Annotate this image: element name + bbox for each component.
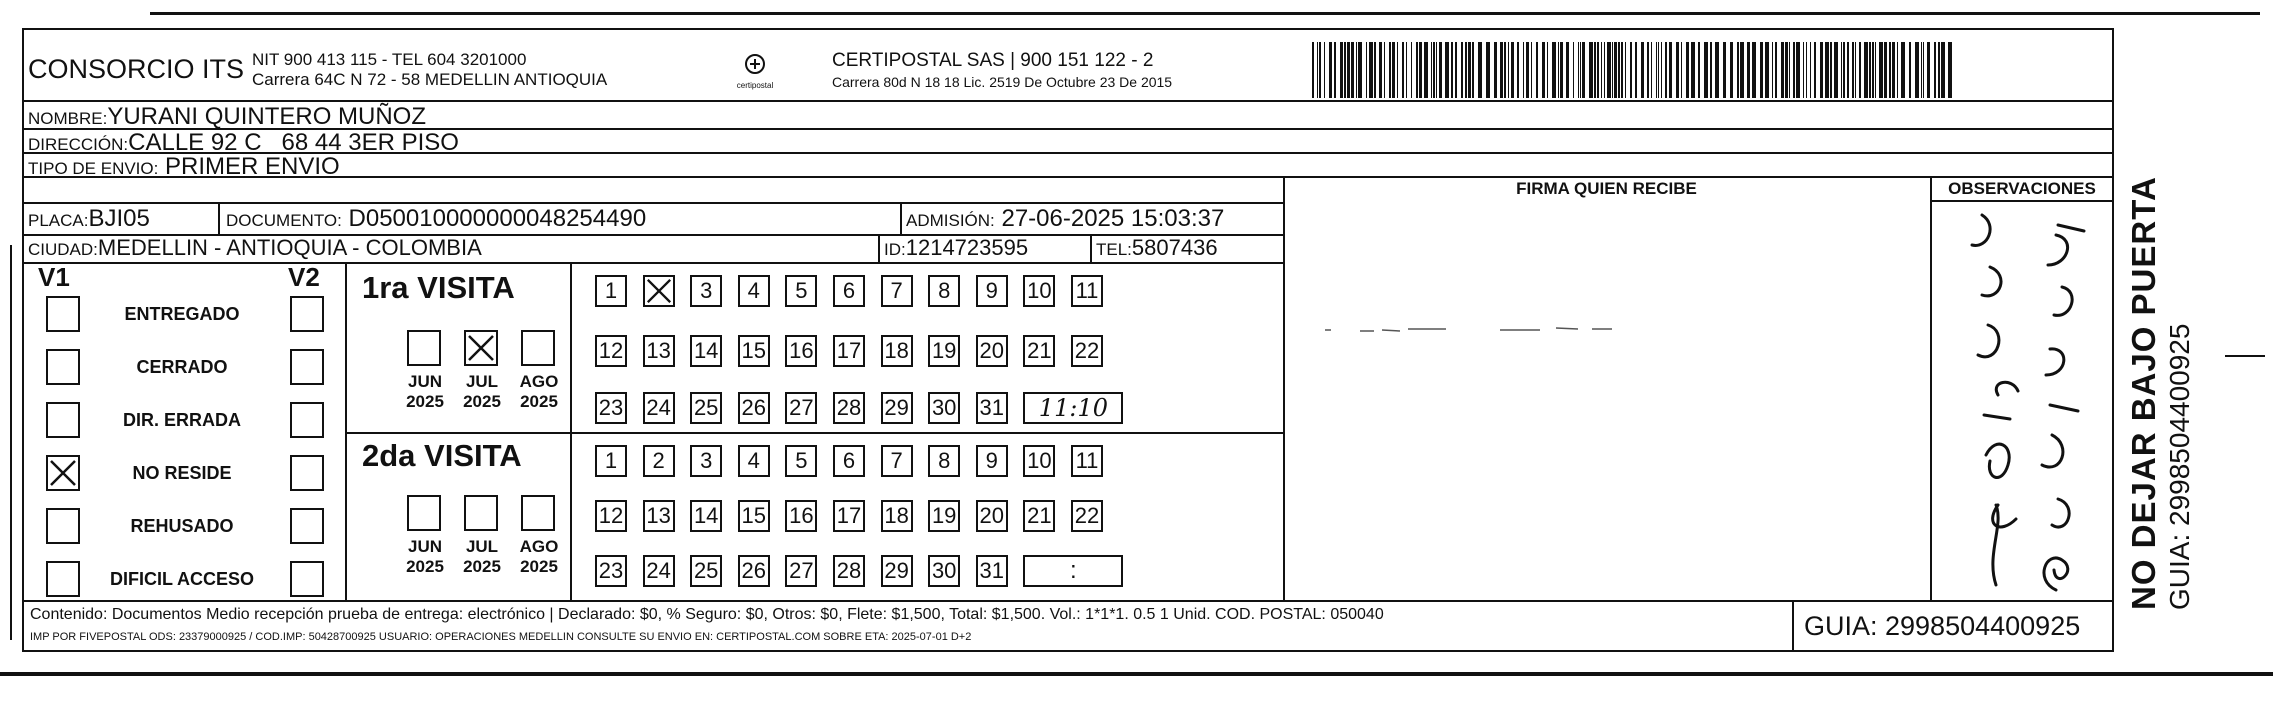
status-v1-checkbox[interactable] [46,561,80,597]
day-box[interactable]: 23 [595,555,627,587]
day-box[interactable]: 4 [738,445,770,477]
status-v2-checkbox[interactable] [290,349,324,385]
first-visit-title: 1ra VISITA [362,270,515,305]
footer-content: Contenido: Documentos Medio recepción prueba de entrega: electrónico | Declarado: $0, % Seguro: $0, Otros: $0, Flete: $1,500, Total: $1,500. Vol.: 1*1*1. 0.5 1 Unid. COD. POSTAL: 050040 [30,606,1384,623]
day-box[interactable]: 30 [928,392,960,424]
month-label [514,372,564,412]
month-name: AGO [519,537,559,556]
day-box[interactable]: 24 [643,392,675,424]
day-box[interactable]: 15 [738,335,770,367]
day-box[interactable]: 17 [833,500,865,532]
day-box[interactable]: 17 [833,335,865,367]
recipient-address: CALLE 92 C 68 44 3ER PISO [128,129,459,156]
shipping-type: PRIMER ENVIO [165,153,340,180]
tel-row [1096,235,1218,261]
second-visit-title: 2da VISITA [362,438,522,473]
month-year: 2025 [463,557,501,576]
day-box[interactable]: 25 [690,555,722,587]
day-box[interactable]: 9 [976,445,1008,477]
day-box[interactable]: 6 [833,445,865,477]
scan-edge-bottom [0,672,2273,676]
status-v1-checkbox[interactable] [46,508,80,544]
day-box[interactable]: 24 [643,555,675,587]
row-line [22,262,1284,264]
footer-guia: GUIA: 2998504400925 [1804,611,2081,641]
col-line [878,234,880,262]
day-box[interactable]: 12 [595,335,627,367]
company-line2: Carrera 64C N 72 - 58 MEDELLIN ANTIOQUIA [252,70,608,89]
day-box[interactable]: 27 [785,392,817,424]
col-line [570,262,572,600]
day-box[interactable]: 29 [881,555,913,587]
day-box[interactable]: 3 [690,275,722,307]
day-box[interactable]: 2 [643,445,675,477]
status-label: DIR. ERRADA [122,410,241,430]
x-mark-icon [466,332,496,364]
month-label [400,372,450,412]
shipping-row [28,153,340,181]
document-value: D050010000000048254490 [348,205,647,232]
signature-scribble [1320,318,1660,338]
day-box[interactable]: 8 [928,275,960,307]
row-line [22,202,1284,204]
status-v2-checkbox[interactable] [290,455,324,491]
month-checkbox[interactable] [521,495,555,531]
day-box[interactable]: 5 [785,445,817,477]
carrier-logo [720,52,790,90]
tel-label: TEL: [1096,240,1132,259]
no-dejar-bajo-puerta: NO DEJAR BAJO PUERTA [2125,176,2162,610]
status-label: DIFICIL ACCESO [109,569,254,589]
day-box[interactable]: 13 [643,335,675,367]
day-box[interactable]: 1 [595,445,627,477]
day-box[interactable]: 28 [833,392,865,424]
carrier-line2: Carrera 80d N 18 18 Lic. 2519 De Octubre 23 De 2015 [832,74,1173,90]
month-name: JUN [407,372,442,391]
day-box[interactable]: 21 [1023,500,1055,532]
day-box-checked[interactable] [643,275,675,307]
day-box[interactable]: 15 [738,500,770,532]
x-mark-icon [645,277,673,305]
day-box[interactable]: 22 [1071,500,1103,532]
observation-handwriting [1938,205,2110,597]
scan-mark-right [2225,355,2265,357]
month-label [400,537,450,577]
day-box[interactable]: 14 [690,500,722,532]
company-name: CONSORCIO ITS [28,54,245,84]
month-checkbox[interactable] [464,495,498,531]
scan-edge-left [10,245,12,640]
month-label [514,537,564,577]
month-checkbox[interactable] [407,495,441,531]
day-box[interactable]: 20 [976,335,1008,367]
city-row [28,235,482,261]
day-box[interactable]: 5 [785,275,817,307]
day-box[interactable]: 23 [595,392,627,424]
status-v2-checkbox[interactable] [290,402,324,438]
status-v1-checkbox[interactable] [46,349,80,385]
day-box[interactable]: 31 [976,555,1008,587]
col-line [900,202,902,234]
id-row [884,235,1028,261]
company-line1: NIT 900 413 115 - TEL 604 3201000 [252,50,527,69]
month-year: 2025 [520,557,558,576]
status-v1-checkbox[interactable] [46,402,80,438]
day-box[interactable]: 28 [833,555,865,587]
day-box[interactable]: 26 [738,392,770,424]
admission-label: ADMISIÓN: [906,211,995,230]
month-checkbox[interactable] [464,330,498,366]
month-label [457,537,507,577]
day-box[interactable]: 3 [690,445,722,477]
id-label: ID: [884,240,906,259]
day-box[interactable]: 7 [881,275,913,307]
day-box[interactable]: 14 [690,335,722,367]
admission-value: 27-06-2025 15:03:37 [1001,205,1225,232]
day-box[interactable]: 18 [881,335,913,367]
day-box[interactable]: 10 [1023,275,1055,307]
day-box[interactable]: 10 [1023,445,1055,477]
status-v1-checkbox[interactable] [46,455,80,491]
month-label [457,372,507,412]
plate-label: PLACA: [28,211,89,230]
month-year: 2025 [463,392,501,411]
footer-print-info: IMP POR FIVEPOSTAL ODS: 23379000925 / COD.IMP: 50428700925 USUARIO: OPERACIONES MEDELLIN CONSULTE SU ENVIO EN: CERTIPOSTAL.COM SOBRE ETA: 2025-07-01 D+2 [30,631,972,643]
month-year: 2025 [520,392,558,411]
document-row [226,205,646,233]
scan-edge-top [150,12,2260,15]
status-label: CERRADO [136,357,228,377]
day-box[interactable]: 31 [976,392,1008,424]
col-line [1792,600,1794,652]
observations-header: OBSERVACIONES [1948,179,2096,198]
col-line [218,202,220,234]
day-box[interactable]: 22 [1071,335,1103,367]
x-mark-icon [48,457,78,489]
barcode [1312,42,1956,98]
day-box[interactable]: 16 [785,500,817,532]
col-line [1930,176,1932,600]
plate-value: BJI05 [88,205,150,232]
day-box[interactable]: 18 [881,500,913,532]
name-row [28,103,426,131]
day-box[interactable]: 1 [595,275,627,307]
time-box[interactable]: : [1023,555,1123,587]
row-line [22,600,2114,602]
month-checkbox[interactable] [521,330,555,366]
day-box[interactable]: 29 [881,392,913,424]
row-line [345,432,1283,434]
day-box[interactable]: 12 [595,500,627,532]
day-box[interactable]: 13 [643,500,675,532]
day-box[interactable]: 19 [928,500,960,532]
col-line [345,262,347,600]
day-box[interactable]: 11 [1071,275,1103,307]
day-box[interactable]: 25 [690,392,722,424]
status-v2-checkbox[interactable] [290,561,324,597]
id-value: 1214723595 [905,235,1029,260]
carrier-logo-icon [741,52,769,76]
document-label: DOCUMENTO: [226,211,342,230]
plate-row [28,205,150,233]
signature-header: FIRMA QUIEN RECIBE [1516,179,1697,198]
month-name: JUL [465,537,499,556]
day-box[interactable]: 26 [738,555,770,587]
month-year: 2025 [406,557,444,576]
v1-header: V1 [38,262,70,292]
col-line [1283,176,1285,600]
month-name: JUL [465,372,499,391]
row-line [1930,200,2114,202]
status-label: ENTREGADO [124,304,240,324]
address-label: DIRECCIÓN: [28,135,129,154]
recipient-name: YURANI QUINTERO MUÑOZ [107,103,427,130]
status-label: REHUSADO [130,516,234,536]
name-label: NOMBRE: [28,109,108,128]
month-name: AGO [519,372,559,391]
day-box[interactable]: 6 [833,275,865,307]
carrier-logo-text: certipostal [736,81,774,90]
city-label: CIUDAD: [28,240,98,259]
month-name: JUN [407,537,442,556]
status-v1-checkbox[interactable] [46,296,80,332]
month-checkbox[interactable] [407,330,441,366]
time-box[interactable]: 11:10 [1023,392,1123,424]
day-box[interactable]: 11 [1071,445,1103,477]
day-box[interactable]: 9 [976,275,1008,307]
col-line [1090,234,1092,262]
admission-row [906,205,1224,233]
day-box[interactable]: 8 [928,445,960,477]
day-box[interactable]: 16 [785,335,817,367]
day-box[interactable]: 4 [738,275,770,307]
day-box[interactable]: 27 [785,555,817,587]
status-v2-checkbox[interactable] [290,508,324,544]
side-text [2124,130,2214,610]
day-box[interactable]: 21 [1023,335,1055,367]
city-value: MEDELLIN - ANTIOQUIA - COLOMBIA [97,235,482,260]
month-year: 2025 [406,392,444,411]
side-guia: GUIA: 2998504400925 [2164,323,2195,610]
day-box[interactable]: 19 [928,335,960,367]
tel-value: 5807436 [1131,235,1218,260]
day-box[interactable]: 7 [881,445,913,477]
status-label: NO RESIDE [132,463,232,483]
status-v2-checkbox[interactable] [290,296,324,332]
shipping-label: TIPO DE ENVIO: [28,159,159,178]
carrier-line1: CERTIPOSTAL SAS | 900 151 122 - 2 [832,50,1154,71]
row-line [22,100,2114,102]
v2-header: V2 [288,262,320,292]
day-box[interactable]: 30 [928,555,960,587]
day-box[interactable]: 20 [976,500,1008,532]
